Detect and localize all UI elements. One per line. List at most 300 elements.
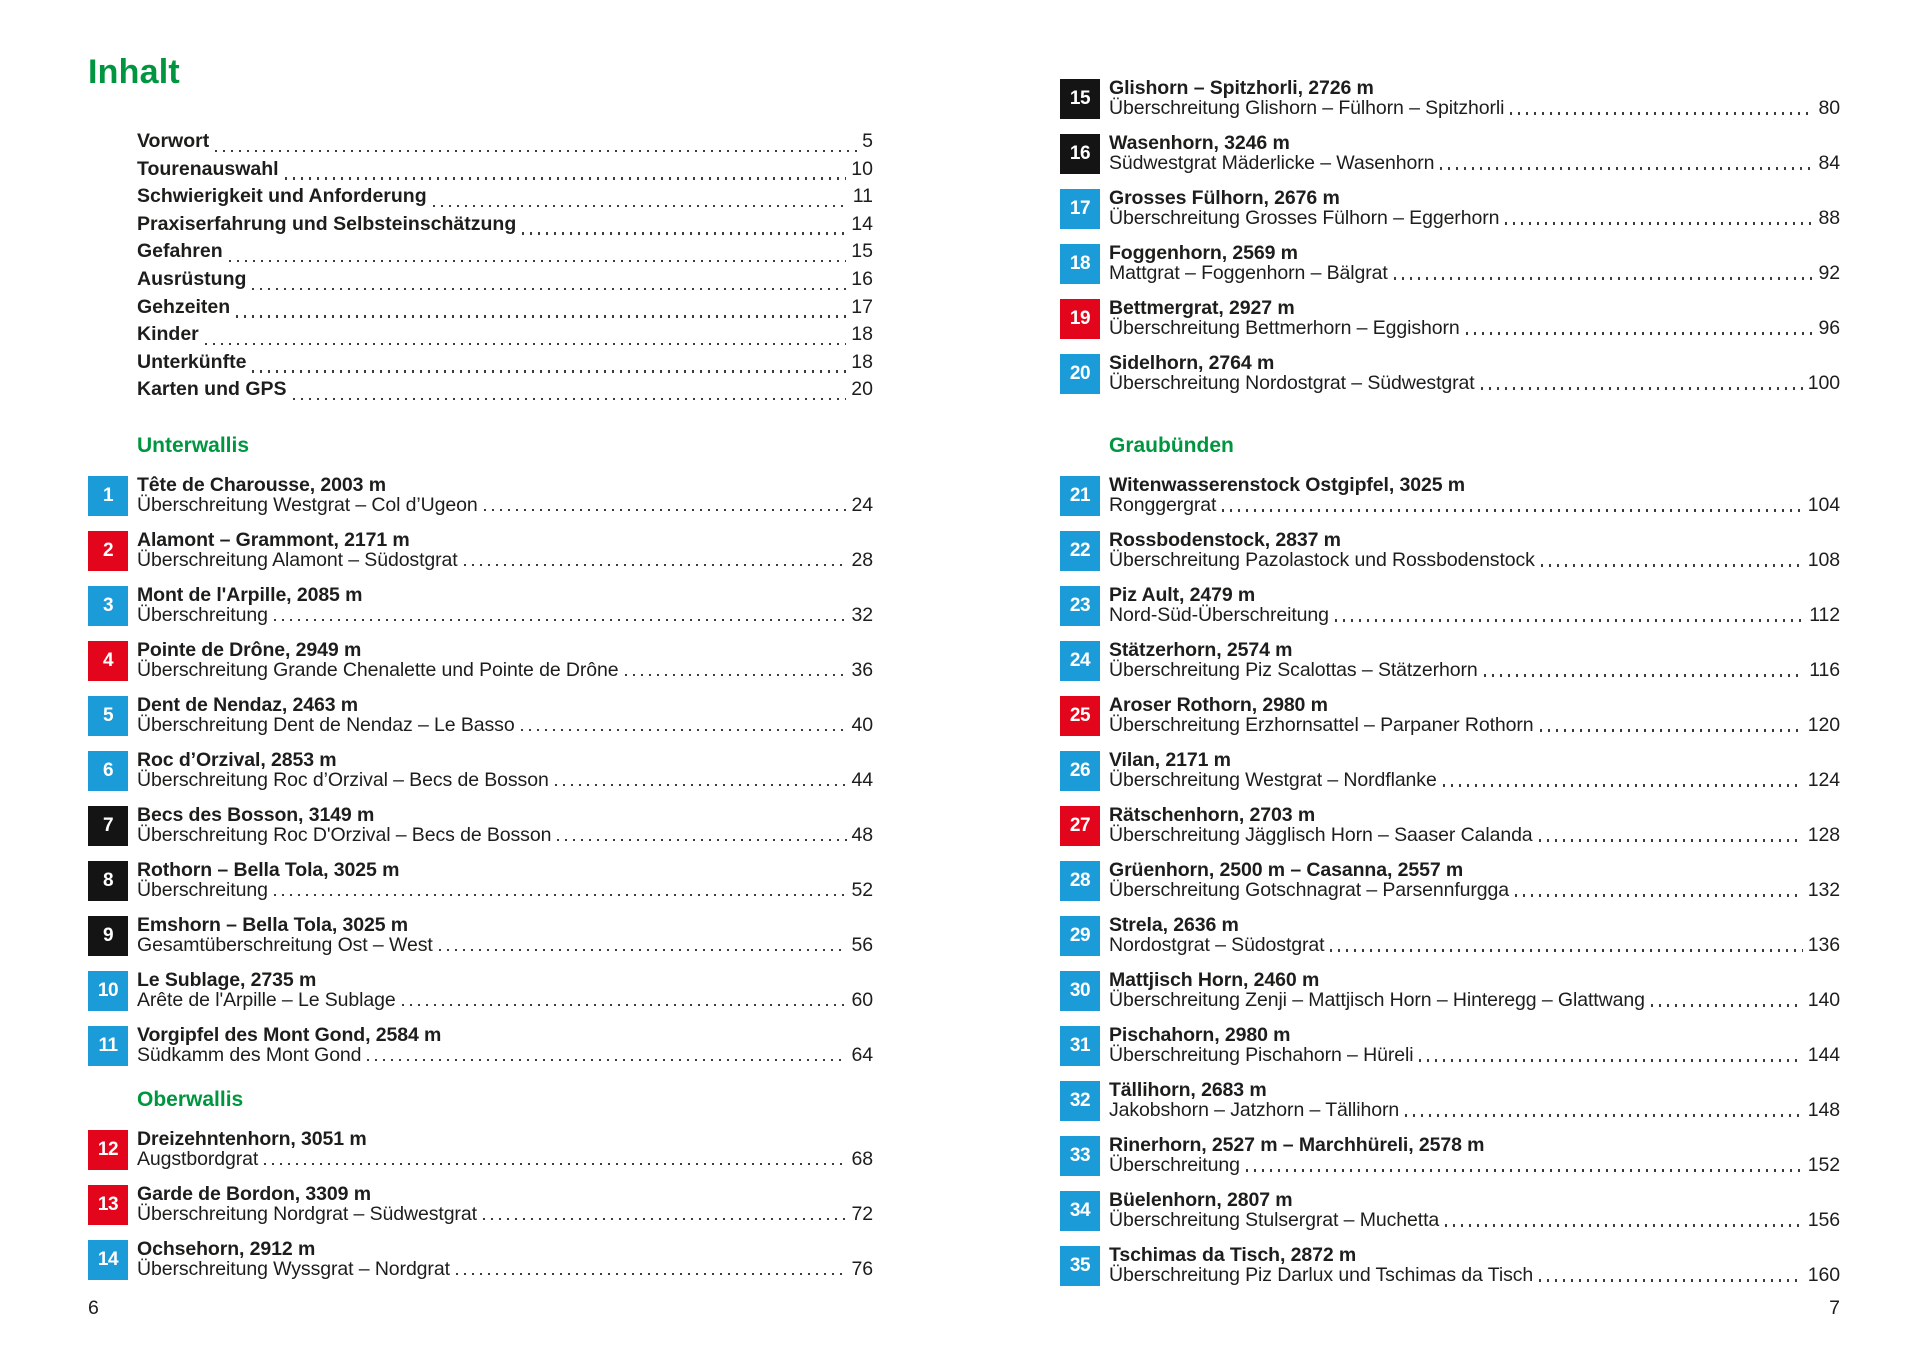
intro-item-label: Kinder — [137, 323, 199, 346]
tour-route: Überschreitung — [137, 603, 268, 626]
intro-item-label: Vorwort — [137, 130, 210, 152]
dotted-leader — [1419, 1059, 1802, 1061]
tour-title: Becs des Bosson, 3149 m — [137, 803, 375, 826]
tour-subtitle-row — [137, 493, 873, 516]
tour-route: Überschreitung Pischahorn – Hüreli — [1109, 1044, 1414, 1066]
intro-item-label: Gehzeiten — [137, 295, 231, 318]
tour-title: Le Sublage, 2735 m — [137, 968, 317, 991]
intro-item — [137, 376, 873, 404]
dotted-leader — [557, 839, 846, 841]
tour-page-number: 84 — [1818, 152, 1840, 174]
tour-number-badge: 9 — [88, 916, 128, 956]
dotted-leader — [522, 232, 846, 234]
tour-page-number: 144 — [1807, 1044, 1840, 1066]
tour-route: Überschreitung Zenji – Mattjisch Horn – Hinteregg – Glattwang — [1109, 989, 1645, 1011]
left-page-number: 6 — [88, 1297, 99, 1319]
toc-entry — [88, 640, 873, 695]
tour-number-badge: 27 — [1060, 806, 1100, 846]
tour-route: Südkamm des Mont Gond — [137, 1043, 362, 1066]
toc-entry — [1060, 188, 1840, 243]
tour-route: Überschreitung Gotschnagrat – Parsennfurgga — [1109, 879, 1510, 901]
tour-route: Augstbordgrat — [137, 1147, 259, 1170]
tour-page-number: 28 — [851, 548, 873, 571]
tour-number-badge: 19 — [1060, 299, 1100, 339]
tour-route: Überschreitung — [1109, 1154, 1240, 1176]
toc-entry — [1060, 298, 1840, 353]
intro-item-page-number: 20 — [851, 378, 873, 401]
tour-page-number: 64 — [851, 1043, 873, 1066]
tour-title: Glishorn – Spitzhorli, 2726 m — [1109, 77, 1374, 99]
tour-number-badge: 20 — [1060, 354, 1100, 394]
tour-route: Nordostgrat – Südostgrat — [1109, 934, 1325, 956]
tour-number-badge: 23 — [1060, 586, 1100, 626]
section-header: Unterwallis — [137, 433, 250, 457]
toc-entry — [88, 1239, 873, 1294]
dotted-leader — [274, 894, 847, 896]
toc-entry — [1060, 640, 1840, 695]
tour-number-badge: 3 — [88, 586, 128, 626]
tour-route: Überschreitung — [137, 878, 268, 901]
intro-item-label: Unterkünfte — [137, 350, 247, 373]
dotted-leader — [367, 1059, 846, 1061]
tour-route: Überschreitung Glishorn – Fülhorn – Spitzhorli — [1109, 97, 1505, 119]
dotted-leader — [285, 177, 847, 179]
tour-route: Überschreitung Erzhornsattel – Parpaner Rothorn — [1109, 714, 1534, 736]
dotted-leader — [1445, 1224, 1803, 1226]
tour-title: Mont de l'Arpille, 2085 m — [137, 583, 363, 606]
tour-route: Überschreitung Pazolastock und Rossbodenstock — [1109, 549, 1535, 571]
entries-list — [88, 1129, 873, 1294]
tour-subtitle-row — [1109, 209, 1840, 228]
dotted-leader — [456, 1273, 847, 1275]
toc-entry — [88, 915, 873, 970]
toc-entry — [1060, 353, 1840, 408]
tour-title: Tällihorn, 2683 m — [1109, 1079, 1267, 1101]
tour-route: Überschreitung Stulsergrat – Muchetta — [1109, 1209, 1440, 1231]
tour-subtitle-row — [1109, 771, 1840, 790]
dotted-leader — [1651, 1004, 1803, 1006]
tour-subtitle-row — [1109, 264, 1840, 283]
dotted-leader — [229, 260, 847, 262]
tour-subtitle-row — [137, 1202, 873, 1225]
tour-number-badge: 18 — [1060, 244, 1100, 284]
tour-title: Grüenhorn, 2500 m – Casanna, 2557 m — [1109, 859, 1464, 881]
tour-page-number: 52 — [851, 878, 873, 901]
tour-title: Dreizehntenhorn, 3051 m — [137, 1127, 367, 1150]
left-groups — [88, 434, 873, 1294]
dotted-leader — [252, 370, 846, 372]
intro-item — [137, 238, 873, 266]
tour-title: Rothorn – Bella Tola, 3025 m — [137, 858, 400, 881]
dotted-leader — [1481, 387, 1803, 389]
dotted-leader — [264, 1163, 846, 1165]
dotted-leader — [464, 564, 847, 566]
tour-title: Büelenhorn, 2807 m — [1109, 1189, 1293, 1211]
dotted-leader — [1330, 949, 1802, 951]
tour-subtitle-row — [1109, 1211, 1840, 1230]
tour-page-number: 116 — [1809, 659, 1840, 681]
intro-item-page-number: 16 — [851, 267, 873, 290]
tour-route: Überschreitung Nordostgrat – Südwestgrat — [1109, 372, 1475, 394]
tour-number-badge: 6 — [88, 751, 128, 791]
tour-route: Südwestgrat Mäderlicke – Wasenhorn — [1109, 152, 1435, 174]
dotted-leader — [433, 205, 848, 207]
tour-number-badge: 16 — [1060, 134, 1100, 174]
dotted-leader — [484, 509, 847, 511]
tour-subtitle-row — [1109, 319, 1840, 338]
tour-page-number: 76 — [851, 1257, 873, 1280]
tour-page-number: 104 — [1807, 494, 1840, 516]
tour-page-number: 88 — [1818, 207, 1840, 229]
toc-entry — [1060, 805, 1840, 860]
tour-page-number: 148 — [1807, 1099, 1840, 1121]
tour-number-badge: 7 — [88, 806, 128, 846]
tour-subtitle-row — [1109, 936, 1840, 955]
intro-item-label: Tourenauswahl — [137, 157, 279, 180]
tour-page-number: 56 — [851, 933, 873, 956]
dotted-leader — [1466, 332, 1814, 334]
intro-item-label: Ausrüstung — [137, 267, 247, 290]
dotted-leader — [625, 674, 847, 676]
intro-item-page-number: 18 — [851, 323, 873, 346]
intro-item — [137, 183, 873, 211]
toc-entry — [1060, 530, 1840, 585]
tour-subtitle-row — [1109, 99, 1840, 118]
tour-route: Überschreitung Westgrat – Nordflanke — [1109, 769, 1437, 791]
toc-entry — [88, 970, 873, 1025]
dotted-leader — [205, 343, 847, 345]
intro-item — [137, 349, 873, 377]
tour-route: Überschreitung Wyssgrat – Nordgrat — [137, 1257, 450, 1280]
dotted-leader — [439, 949, 847, 951]
tour-title: Grosses Fülhorn, 2676 m — [1109, 187, 1340, 209]
tour-route: Überschreitung Grosses Fülhorn – Eggerhorn — [1109, 207, 1500, 229]
toc-entry — [1060, 860, 1840, 915]
tour-number-badge: 14 — [88, 1240, 128, 1280]
tour-subtitle-row — [1109, 1101, 1840, 1120]
tour-route: Arête de l'Arpille – Le Sublage — [137, 988, 396, 1011]
intro-item — [137, 211, 873, 239]
tour-subtitle-row — [1109, 551, 1840, 570]
toc-entry — [88, 1129, 873, 1184]
tour-page-number: 36 — [851, 658, 873, 681]
tour-number-badge: 28 — [1060, 861, 1100, 901]
tour-number-badge: 25 — [1060, 696, 1100, 736]
tour-route: Überschreitung Alamont – Südostgrat — [137, 548, 458, 571]
tour-number-badge: 34 — [1060, 1191, 1100, 1231]
tour-page-number: 96 — [1818, 317, 1840, 339]
tour-route: Überschreitung Jägglisch Horn – Saaser Calanda — [1109, 824, 1533, 846]
tour-title: Tête de Charousse, 2003 m — [137, 473, 386, 496]
intro-list — [88, 128, 873, 404]
tour-page-number: 152 — [1807, 1154, 1840, 1176]
toc-entry — [88, 475, 873, 530]
tour-number-badge: 4 — [88, 641, 128, 681]
tour-title: Pointe de Drône, 2949 m — [137, 638, 362, 661]
tour-title: Tschimas da Tisch, 2872 m — [1109, 1244, 1357, 1266]
tour-title: Foggenhorn, 2569 m — [1109, 242, 1298, 264]
dotted-leader — [236, 315, 846, 317]
tour-page-number: 92 — [1818, 262, 1840, 284]
tour-number-badge: 21 — [1060, 476, 1100, 516]
right-groups — [1060, 78, 1840, 1300]
tour-title: Garde de Bordon, 3309 m — [137, 1182, 371, 1205]
tour-number-badge: 2 — [88, 531, 128, 571]
page-title: Inhalt — [88, 53, 180, 91]
tour-route: Überschreitung Piz Darlux und Tschimas da Tisch — [1109, 1264, 1534, 1286]
dotted-leader — [1246, 1169, 1803, 1171]
toc-entry — [1060, 1025, 1840, 1080]
toc-entry — [1060, 585, 1840, 640]
entries-list — [88, 475, 873, 1080]
dotted-leader — [1515, 894, 1803, 896]
intro-item — [137, 156, 873, 184]
intro-item-page-number: 14 — [851, 212, 873, 235]
tour-title: Vilan, 2171 m — [1109, 749, 1231, 771]
tour-page-number: 136 — [1807, 934, 1840, 956]
toc-entry — [1060, 243, 1840, 298]
dotted-leader — [1510, 112, 1813, 114]
tour-number-badge: 1 — [88, 476, 128, 516]
tour-title: Bettmergrat, 2927 m — [1109, 297, 1295, 319]
tour-number-badge: 29 — [1060, 916, 1100, 956]
toc-entry — [1060, 695, 1840, 750]
tour-subtitle-row — [137, 933, 873, 956]
tour-title: Piz Ault, 2479 m — [1109, 584, 1256, 606]
tour-title: Wasenhorn, 3246 m — [1109, 132, 1290, 154]
tour-number-badge: 24 — [1060, 641, 1100, 681]
tour-page-number: 160 — [1807, 1264, 1840, 1286]
dotted-leader — [521, 729, 847, 731]
intro-item-label: Schwierigkeit und Anforderung — [137, 185, 427, 208]
dotted-leader — [1541, 564, 1803, 566]
tour-number-badge: 13 — [88, 1185, 128, 1225]
tour-page-number: 108 — [1807, 549, 1840, 571]
toc-entry — [1060, 1190, 1840, 1245]
dotted-leader — [1405, 1114, 1803, 1116]
tour-title: Pischahorn, 2980 m — [1109, 1024, 1291, 1046]
tour-page-number: 24 — [851, 493, 873, 516]
tour-page-number: 100 — [1807, 372, 1840, 394]
tour-subtitle-row — [1109, 881, 1840, 900]
tour-subtitle-row — [137, 878, 873, 901]
entries-list — [1060, 475, 1840, 1300]
tour-number-badge: 33 — [1060, 1136, 1100, 1176]
tour-route: Überschreitung Piz Scalottas – Stätzerhorn — [1109, 659, 1478, 681]
tour-subtitle-row — [137, 1147, 873, 1170]
tour-subtitle-row — [137, 713, 873, 736]
intro-item — [137, 266, 873, 294]
dotted-leader — [1440, 167, 1813, 169]
tour-subtitle-row — [1109, 826, 1840, 845]
tour-page-number: 156 — [1807, 1209, 1840, 1231]
intro-item — [137, 321, 873, 349]
toc-entry — [1060, 970, 1840, 1025]
dotted-leader — [1484, 674, 1805, 676]
tour-page-number: 40 — [851, 713, 873, 736]
tour-title: Mattjisch Horn, 2460 m — [1109, 969, 1320, 991]
toc-entry — [88, 750, 873, 805]
tour-title: Emshorn – Bella Tola, 3025 m — [137, 913, 409, 936]
toc-entry — [88, 1025, 873, 1080]
right-page-column — [1060, 0, 1840, 1300]
toc-entry — [1060, 133, 1840, 188]
tour-route: Jakobshorn – Jatzhorn – Tällihorn — [1109, 1099, 1400, 1121]
intro-item — [137, 294, 873, 322]
intro-item-page-number: 15 — [851, 240, 873, 263]
tour-title: Ochsehorn, 2912 m — [137, 1237, 316, 1260]
tour-page-number: 72 — [851, 1202, 873, 1225]
tour-number-badge: 32 — [1060, 1081, 1100, 1121]
tour-subtitle-row — [1109, 661, 1840, 680]
intro-item-page-number: 18 — [851, 350, 873, 373]
intro-item-page-number: 10 — [851, 157, 873, 180]
tour-subtitle-row — [1109, 496, 1840, 515]
intro-item-label: Praxiserfahrung und Selbsteinschätzung — [137, 212, 517, 235]
tour-page-number: 32 — [851, 603, 873, 626]
tour-subtitle-row — [137, 988, 873, 1011]
dotted-leader — [1335, 619, 1804, 621]
toc-entry — [88, 805, 873, 860]
tour-title: Stätzerhorn, 2574 m — [1109, 639, 1293, 661]
tour-page-number: 128 — [1807, 824, 1840, 846]
tour-number-badge: 15 — [1060, 79, 1100, 119]
tour-route: Überschreitung Grande Chenalette und Pointe de Drône — [137, 658, 619, 681]
dotted-leader — [1222, 509, 1802, 511]
tour-title: Rinerhorn, 2527 m – Marchhüreli, 2578 m — [1109, 1134, 1485, 1156]
tour-subtitle-row — [137, 658, 873, 681]
tour-subtitle-row — [1109, 1156, 1840, 1175]
tour-number-badge: 5 — [88, 696, 128, 736]
tour-page-number: 132 — [1807, 879, 1840, 901]
dotted-leader — [1505, 222, 1813, 224]
toc-entry — [88, 695, 873, 750]
tour-page-number: 60 — [851, 988, 873, 1011]
tour-subtitle-row — [1109, 154, 1840, 173]
tour-route: Gesamtüberschreitung Ost – West — [137, 933, 433, 956]
dotted-leader — [293, 398, 847, 400]
intro-item-label: Karten und GPS — [137, 378, 287, 401]
tour-subtitle-row — [137, 1257, 873, 1280]
tour-subtitle-row — [137, 1043, 873, 1066]
tour-page-number: 124 — [1807, 769, 1840, 791]
toc-entry — [88, 530, 873, 585]
tour-subtitle-row — [1109, 991, 1840, 1010]
left-page-column — [88, 0, 873, 1294]
toc-entry — [1060, 750, 1840, 805]
tour-subtitle-row — [1109, 374, 1840, 393]
tour-page-number: 120 — [1807, 714, 1840, 736]
toc-entry — [1060, 475, 1840, 530]
tour-number-badge: 35 — [1060, 1246, 1100, 1286]
tour-subtitle-row — [137, 768, 873, 791]
tour-title: Witenwasserenstock Ostgipfel, 3025 m — [1109, 474, 1466, 496]
tour-page-number: 80 — [1818, 97, 1840, 119]
tour-route: Überschreitung Nordgrat – Südwestgrat — [137, 1202, 477, 1225]
tour-title: Vorgipfel des Mont Gond, 2584 m — [137, 1023, 442, 1046]
tour-title: Aroser Rothorn, 2980 m — [1109, 694, 1328, 716]
tour-page-number: 140 — [1807, 989, 1840, 1011]
intro-item-label: Gefahren — [137, 240, 223, 263]
entries-list — [1060, 78, 1840, 408]
tour-title: Roc d’Orzival, 2853 m — [137, 748, 337, 771]
right-page-number: 7 — [1829, 1297, 1840, 1319]
tour-route: Überschreitung Westgrat – Col d’Ugeon — [137, 493, 478, 516]
tour-number-badge: 10 — [88, 971, 128, 1011]
dotted-leader — [555, 784, 847, 786]
tour-route: Mattgrat – Foggenhorn – Bälgrat — [1109, 262, 1388, 284]
tour-number-badge: 11 — [88, 1026, 128, 1066]
tour-title: Sidelhorn, 2764 m — [1109, 352, 1275, 374]
section-header: Graubünden — [1109, 434, 1234, 457]
dotted-leader — [1394, 277, 1814, 279]
tour-number-badge: 8 — [88, 861, 128, 901]
dotted-leader — [252, 288, 846, 290]
tour-subtitle-row — [1109, 1046, 1840, 1065]
dotted-leader — [1539, 1279, 1803, 1281]
tour-title: Strela, 2636 m — [1109, 914, 1239, 936]
tour-number-badge: 30 — [1060, 971, 1100, 1011]
tour-number-badge: 26 — [1060, 751, 1100, 791]
toc-entry — [1060, 1080, 1840, 1135]
tour-subtitle-row — [1109, 1266, 1840, 1285]
tour-title: Rätschenhorn, 2703 m — [1109, 804, 1316, 826]
dotted-leader — [483, 1218, 847, 1220]
toc-entry — [88, 1184, 873, 1239]
toc-entry — [1060, 1245, 1840, 1300]
tour-page-number: 48 — [851, 823, 873, 846]
dotted-leader — [1540, 729, 1803, 731]
tour-route: Überschreitung Roc d’Orzival – Becs de Bosson — [137, 768, 549, 791]
dotted-leader — [1443, 784, 1803, 786]
intro-item-page-number: 5 — [862, 130, 873, 152]
tour-title: Alamont – Grammont, 2171 m — [137, 528, 410, 551]
toc-entry — [88, 585, 873, 640]
dotted-leader — [274, 619, 847, 621]
tour-route: Ronggergrat — [1109, 494, 1217, 516]
dotted-leader — [1539, 839, 1803, 841]
toc-entry — [88, 860, 873, 915]
tour-subtitle-row — [137, 548, 873, 571]
tour-route: Überschreitung Dent de Nendaz – Le Basso — [137, 713, 515, 736]
tour-route: Nord-Süd-Überschreitung — [1109, 604, 1329, 626]
dotted-leader — [215, 150, 857, 152]
tour-number-badge: 17 — [1060, 189, 1100, 229]
tour-subtitle-row — [137, 603, 873, 626]
section-header: Oberwallis — [137, 1087, 244, 1111]
tour-subtitle-row — [1109, 716, 1840, 735]
intro-item-page-number: 17 — [851, 295, 873, 318]
tour-page-number: 44 — [851, 768, 873, 791]
toc-entry — [1060, 915, 1840, 970]
tour-page-number: 68 — [851, 1147, 873, 1170]
toc-entry — [1060, 1135, 1840, 1190]
tour-number-badge: 31 — [1060, 1026, 1100, 1066]
intro-item-page-number: 11 — [852, 185, 873, 208]
tour-route: Überschreitung Bettmerhorn – Eggishorn — [1109, 317, 1460, 339]
tour-title: Dent de Nendaz, 2463 m — [137, 693, 359, 716]
tour-page-number: 112 — [1809, 604, 1840, 626]
intro-item — [137, 128, 873, 156]
tour-title: Rossbodenstock, 2837 m — [1109, 529, 1341, 551]
dotted-leader — [402, 1004, 847, 1006]
tour-number-badge: 12 — [88, 1130, 128, 1170]
tour-subtitle-row — [1109, 606, 1840, 625]
tour-route: Überschreitung Roc D'Orzival – Becs de Bosson — [137, 823, 552, 846]
tour-subtitle-row — [137, 823, 873, 846]
toc-entry — [1060, 78, 1840, 133]
tour-number-badge: 22 — [1060, 531, 1100, 571]
